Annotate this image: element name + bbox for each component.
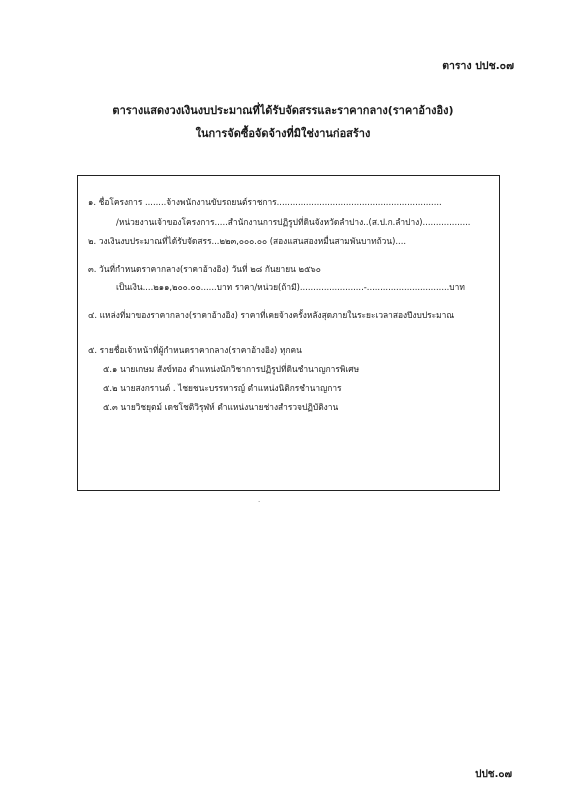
committee-member-2: ๕.๒ นายสงกรานต์ . ไชยชนะบรรหารญ์ ตำแหน่งนิติกรชำนาญการ (103, 383, 342, 393)
item-1-project-name: ๑. ชื่อโครงการ ........จ้างพนักงานขับรถยนต์ราชการ.............................................................. (88, 197, 442, 207)
item-5-committee-heading: ๕. รายชื่อเจ้าหน้าที่ผู้กำหนดราคากลาง(ราคาอ้างอิง) ทุกคน (88, 345, 302, 355)
item-3-amount: เป็นเงิน....๒๑๑,๒๐๐.๐๐......บาท ราคา/หน่วย(ถ้ามี)........................-...............................บาท (116, 282, 465, 292)
scan-speck: · (258, 498, 261, 506)
document-title: ตารางแสดงวงเงินงบประมาณที่ได้รับจัดสรรและราคากลาง(ราคาอ้างอิง) (112, 104, 454, 117)
item-2-budget: ๒. วงเงินงบประมาณที่ได้รับจัดสรร...๒๒๓,๐๐๐.๐๐ (สองแสนสองหมื่นสามพันบาทถ้วน).... (88, 236, 407, 246)
document-subtitle: ในการจัดซื้อจัดจ้างที่มิใช่งานก่อสร้าง (195, 127, 371, 140)
item-1-agency: /หน่วยงานเจ้าของโครงการ.....สำนักงานการปฏิรูปที่ดินจังหวัดลำปาง..(ส.ป.ก.ลำปาง).................. (116, 217, 471, 227)
committee-member-3: ๕.๓ นายวิชยุตม์ เดชโชติวิรุฬห์ ตำแหน่งนายช่างสำรวจปฏิบัติงาน (103, 402, 339, 412)
item-4-price-source: ๔. แหล่งที่มาของราคากลาง(ราคาอ้างอิง) ราคาที่เคยจ้างครั้งหลังสุดภายในระยะเวลาสองปีงบประมาณ (88, 310, 455, 320)
item-3-reference-date: ๓. วันที่กำหนดราคากลาง(ราคาอ้างอิง) วันที่ ๒๘ กันยายน ๒๕๖๐ (88, 264, 321, 274)
form-code: ตาราง ปปช.๐๗ (442, 60, 514, 72)
committee-member-1: ๕.๑ นายเกษม สังข์ทอง ตำแหน่งนักวิชาการปฏิรูปที่ดินชำนาญการพิเศษ (103, 364, 360, 374)
footer-code: ปปช.๐๗ (475, 769, 512, 780)
